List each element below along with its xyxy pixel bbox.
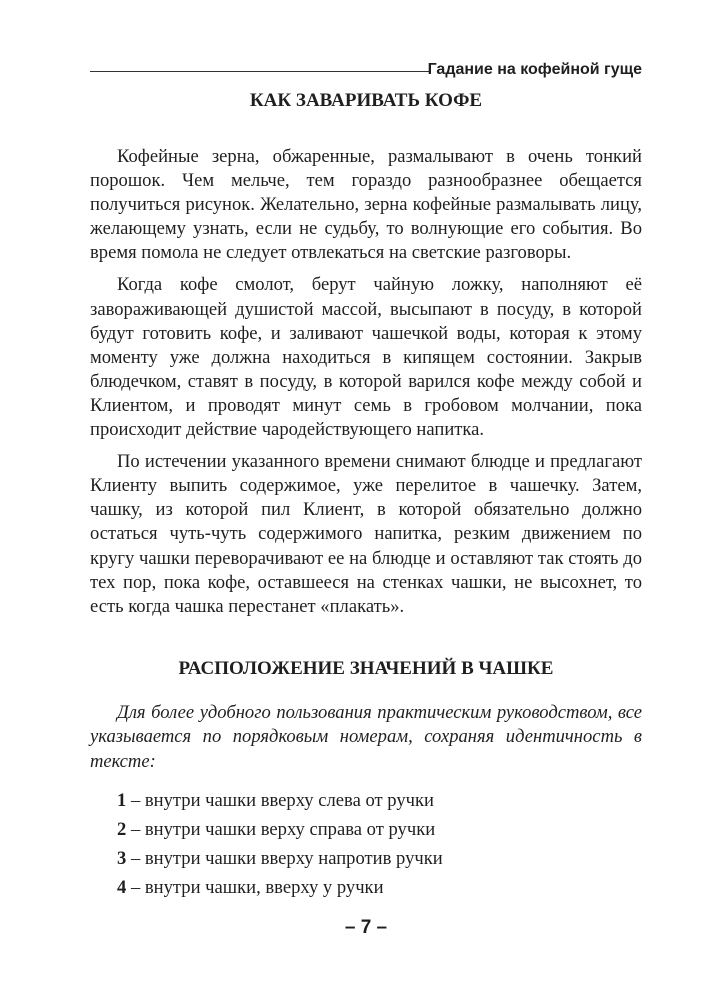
- item-number: 4: [117, 877, 127, 898]
- header-title: Гадание на кофейной гуще: [427, 61, 642, 78]
- list-item: [90, 873, 642, 902]
- item-text: – внутри чашки вверху слева от ручки: [126, 790, 434, 811]
- paragraph: По истечении указанного времени снимают блюдце и предлагают Клиенту выпить содержимое, уже перелитое в чашечку. Затем, чашку, из которой пил Клиент, в которой обязательно должно остаться чуть-чуть содержимого напитка, резким движением по кругу чашки переворачивают ее на блюдце и оставляют так стоять до тех пор, пока кофе, оставшееся на стенках чашки, не высохнет, то есть когда чашка перестанет «плакать».: [90, 451, 642, 617]
- item-text: – внутри чашки верху справа от ручки: [126, 819, 436, 840]
- brewing-text: [90, 145, 642, 627]
- item-number: 2: [117, 819, 127, 840]
- item-number: 1: [117, 790, 127, 811]
- paragraph: Когда кофе смолот, берут чайную ложку, наполняют её завораживающей душистой массой, высыпают в посуду, в которой будут готовить кофе, и заливают чашечкой воды, которая к этому моменту уже должна находиться в кипящем состоянии. Закрыв блюдечком, ставят в посуду, в которой варился кофе между собой и Клиентом, и проводят минут семь в гробовом молчании, пока происходит действие чародействующего напитка.: [90, 274, 642, 441]
- section-heading-brewing: КАК ЗАВАРИВАТЬ КОФЕ: [249, 90, 483, 111]
- section-heading-meanings: РАСПОЛОЖЕНИЕ ЗНАЧЕНИЙ В ЧАШКЕ: [178, 658, 554, 679]
- list-item: [90, 786, 642, 815]
- intro-paragraph: Для более удобного пользования практическим руководством, все указывается по порядковым номерам, сохраняя идентичность в тексте:: [90, 702, 642, 772]
- item-text: – внутри чашки, вверху у ручки: [126, 877, 384, 898]
- list-item: [90, 815, 642, 844]
- position-list: [90, 786, 642, 902]
- list-item: [90, 844, 642, 873]
- header-rule: [90, 71, 430, 72]
- page-number: – 7 –: [344, 917, 388, 938]
- running-header: [90, 59, 642, 81]
- item-text: – внутри чашки вверху напротив ручки: [126, 848, 443, 869]
- item-number: 3: [117, 848, 127, 869]
- paragraph: Кофейные зерна, обжаренные, размалывают в очень тонкий порошок. Чем мельче, тем гораздо разнообразнее обещается получиться рисунок. Желательно, зерна кофейные размалывать лицу, желающему узнать, если не судьбу, то волнующие его события. Во время помола не следует отвлекаться на светские разговоры.: [90, 146, 642, 264]
